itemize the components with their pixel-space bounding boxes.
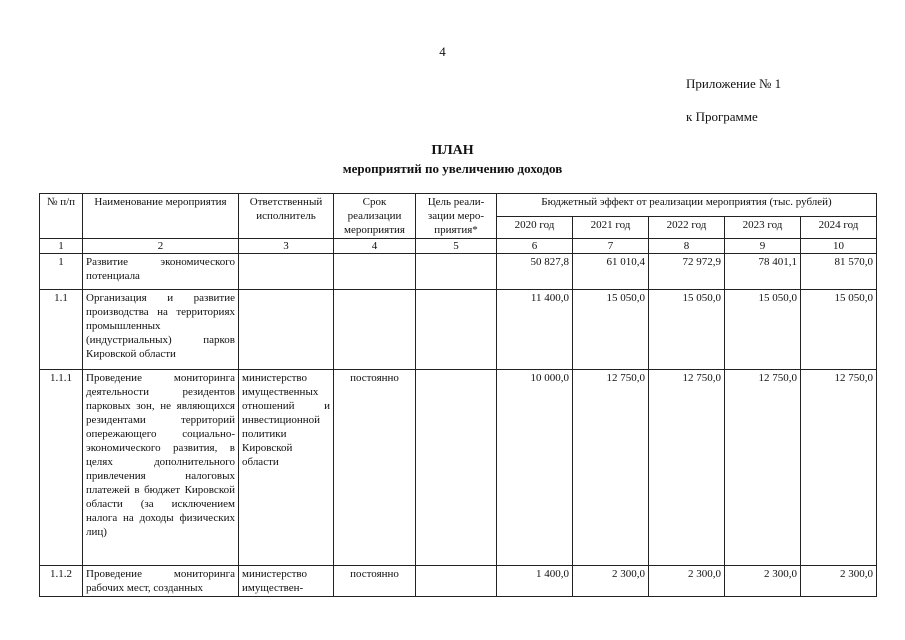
column-number: 9 bbox=[725, 239, 801, 254]
page-number: 4 bbox=[439, 44, 446, 59]
row-value-2021: 61 010,4 bbox=[573, 254, 649, 290]
header-row-1 bbox=[40, 194, 877, 217]
row-goal bbox=[416, 290, 497, 370]
row-value-2024: 81 570,0 bbox=[801, 254, 877, 290]
row-responsible: министерство имущественных отношений и инвестиционной политики Кировской области bbox=[239, 370, 334, 566]
row-value-2024: 2 300,0 bbox=[801, 566, 877, 597]
row-goal bbox=[416, 566, 497, 597]
row-value-2021: 12 750,0 bbox=[573, 370, 649, 566]
column-number: 1 bbox=[40, 239, 83, 254]
column-number: 2 bbox=[83, 239, 239, 254]
header-year: 2024 год bbox=[801, 216, 877, 239]
row-value-2023: 12 750,0 bbox=[725, 370, 801, 566]
row-goal bbox=[416, 254, 497, 290]
row-responsible bbox=[239, 254, 334, 290]
header-year: 2021 год bbox=[573, 216, 649, 239]
header-year: 2020 год bbox=[497, 216, 573, 239]
column-number-row bbox=[40, 239, 877, 254]
row-responsible: министерство имуществен- bbox=[239, 566, 334, 597]
row-number: 1.1.2 bbox=[40, 566, 83, 597]
row-term bbox=[334, 254, 416, 290]
row-goal bbox=[416, 370, 497, 566]
plan-table bbox=[39, 193, 877, 597]
row-term: постоянно bbox=[334, 370, 416, 566]
column-number: 10 bbox=[801, 239, 877, 254]
table-row bbox=[40, 370, 877, 566]
row-value-2021: 2 300,0 bbox=[573, 566, 649, 597]
header-year: 2023 год bbox=[725, 216, 801, 239]
row-value-2023: 2 300,0 bbox=[725, 566, 801, 597]
row-value-2022: 12 750,0 bbox=[649, 370, 725, 566]
row-number: 1.1 bbox=[40, 290, 83, 370]
header-term: Срок реализации мероприятия bbox=[334, 194, 416, 239]
document-subtitle: мероприятий по увеличению доходов bbox=[342, 161, 563, 176]
column-number: 6 bbox=[497, 239, 573, 254]
row-number: 1.1.1 bbox=[40, 370, 83, 566]
row-value-2023: 15 050,0 bbox=[725, 290, 801, 370]
row-name: Проведение мониторинга рабочих мест, созданных bbox=[83, 566, 239, 597]
header-budget: Бюджетный эффект от реализации мероприятия (тыс. рублей) bbox=[497, 194, 877, 217]
header-responsible: Ответственный исполнитель bbox=[239, 194, 334, 239]
row-name: Организация и развитие производства на территориях промышленных (индустриальных) парков Кировской области bbox=[83, 290, 239, 370]
row-value-2022: 72 972,9 bbox=[649, 254, 725, 290]
header-year: 2022 год bbox=[649, 216, 725, 239]
row-term bbox=[334, 290, 416, 370]
row-value-2020: 1 400,0 bbox=[497, 566, 573, 597]
row-value-2022: 2 300,0 bbox=[649, 566, 725, 597]
column-number: 7 bbox=[573, 239, 649, 254]
column-number: 8 bbox=[649, 239, 725, 254]
row-term: постоянно bbox=[334, 566, 416, 597]
appendix-program-label: к Программе bbox=[686, 109, 758, 124]
row-name: Проведение мониторинга деятельности резидентов парковых зон, не являющихся резидентами территорий опережающего социально-экономического развития, в целях дополнительного привлечения налоговых платежей в бюджет Кировской области (за исключением налога на доходы физических лиц) bbox=[83, 370, 239, 566]
row-value-2023: 78 401,1 bbox=[725, 254, 801, 290]
row-value-2020: 10 000,0 bbox=[497, 370, 573, 566]
table-row bbox=[40, 290, 877, 370]
header-name: Наименование мероприятия bbox=[83, 194, 239, 239]
table-row bbox=[40, 254, 877, 290]
header-goal: Цель реали-зации меро-приятия* bbox=[416, 194, 497, 239]
row-value-2024: 12 750,0 bbox=[801, 370, 877, 566]
column-number: 5 bbox=[416, 239, 497, 254]
row-value-2020: 11 400,0 bbox=[497, 290, 573, 370]
row-name: Развитие экономического потенциала bbox=[83, 254, 239, 290]
header-num: № п/п bbox=[40, 194, 83, 239]
column-number: 3 bbox=[239, 239, 334, 254]
document-title: ПЛАН bbox=[431, 143, 474, 158]
row-value-2024: 15 050,0 bbox=[801, 290, 877, 370]
row-responsible bbox=[239, 290, 334, 370]
appendix-label: Приложение № 1 bbox=[686, 76, 782, 91]
column-number: 4 bbox=[334, 239, 416, 254]
row-number: 1 bbox=[40, 254, 83, 290]
row-value-2021: 15 050,0 bbox=[573, 290, 649, 370]
row-value-2020: 50 827,8 bbox=[497, 254, 573, 290]
row-value-2022: 15 050,0 bbox=[649, 290, 725, 370]
table-row bbox=[40, 566, 877, 597]
